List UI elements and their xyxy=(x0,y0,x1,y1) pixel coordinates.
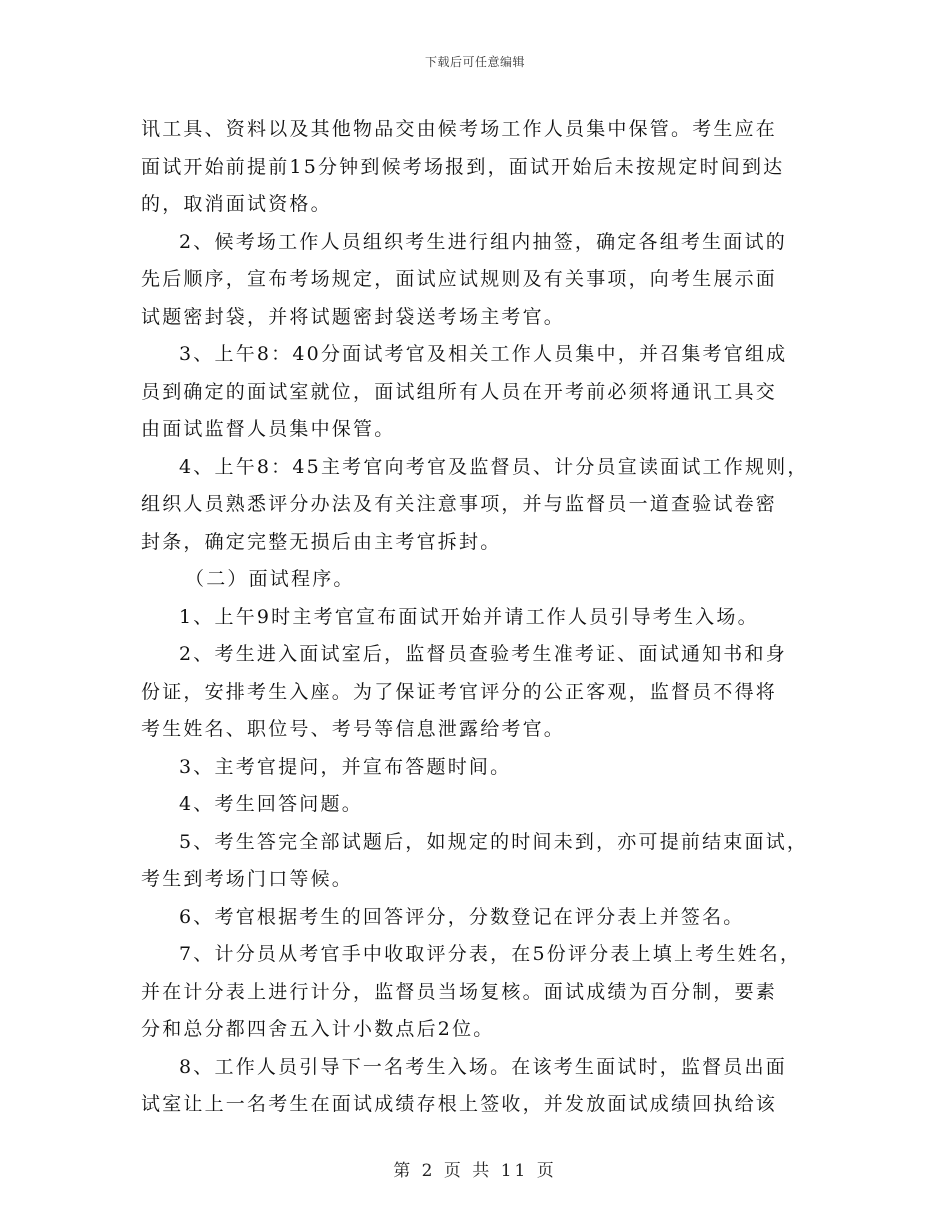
text-line: 由面试监督人员集中保管。 xyxy=(141,418,396,440)
text-line: 讯工具、资料以及其他物品交由候考场工作人员集中保管。考生应在 xyxy=(141,118,778,140)
text-line: 考生姓名、职位号、考号等信息泄露给考官。 xyxy=(141,718,566,740)
paragraph-start-line: 2、候考场工作人员组织考生进行组内抽签，确定各组考生面试的 xyxy=(179,230,787,253)
text-line: 先后顺序，宣布考场规定，面试应试规则及有关事项，向考生展示面 xyxy=(141,268,778,290)
text-line: 封条，确定完整无损后由主考官拆封。 xyxy=(141,530,502,553)
text-line: 考生到考场门口等候。 xyxy=(141,868,354,890)
paragraph-start-line: 3、上午8：40分面试考官及相关工作人员集中，并召集考官组成 xyxy=(179,343,788,365)
text-line: 份证，安排考生入座。为了保证考官评分的公正客观，监督员不得将 xyxy=(141,680,778,703)
paragraph-start-line: 7、计分员从考官手中收取评分表，在5份评分表上填上考生姓名， xyxy=(179,943,802,965)
paragraph-start-line: 5、考生答完全部试题后，如规定的时间未到，亦可提前结束面试， xyxy=(179,830,809,853)
text-line: 并在计分表上进行计分，监督员当场复核。面试成绩为百分制，要素 xyxy=(141,980,778,1003)
text-line: 组织人员熟悉评分办法及有关注意事项，并与监督员一道查验试卷密 xyxy=(141,493,778,515)
text-line: 面试开始前提前15分钟到候考场报到，面试开始后未按规定时间到达 xyxy=(141,155,785,178)
page-header-note: 下载后可任意编辑 xyxy=(424,55,525,69)
section-heading: （二）面试程序。 xyxy=(185,568,355,590)
paragraph-start-line: 1、上午9时主考官宣布面试开始并请工作人员引导考生入场。 xyxy=(179,605,759,628)
paragraph-start-line: 4、上午8：45主考官向考官及监督员、计分员宣读面试工作规则， xyxy=(179,455,809,478)
page-number-footer: 第 2 页 共 11 页 xyxy=(393,1161,557,1181)
paragraph-start-line: 6、考官根据考生的回答评分，分数登记在评分表上并签名。 xyxy=(179,905,745,928)
text-line: 员到确定的面试室就位，面试组所有人员在开考前必须将通讯工具交 xyxy=(141,380,778,403)
text-line: 试题密封袋，并将试题密封袋送考场主考官。 xyxy=(141,305,566,328)
text-line: 分和总分都四舍五入计小数点后2位。 xyxy=(141,1018,495,1040)
text-line: 的，取消面试资格。 xyxy=(141,193,332,215)
paragraph-start-line: 4、考生回答问题。 xyxy=(179,793,363,815)
paragraph-start-line: 8、工作人员引导下一名考生入场。在该考生面试时，监督员出面 xyxy=(179,1055,787,1078)
paragraph-start-line: 3、主考官提问，并宣布答题时间。 xyxy=(179,755,512,778)
document-body xyxy=(141,111,821,1124)
text-line: 试室让上一名考生在面试成绩存根上签收，并发放面试成绩回执给该 xyxy=(141,1093,778,1115)
paragraph-start-line: 2、考生进入面试室后，监督员查验考生准考证、面试通知书和身 xyxy=(179,643,787,665)
